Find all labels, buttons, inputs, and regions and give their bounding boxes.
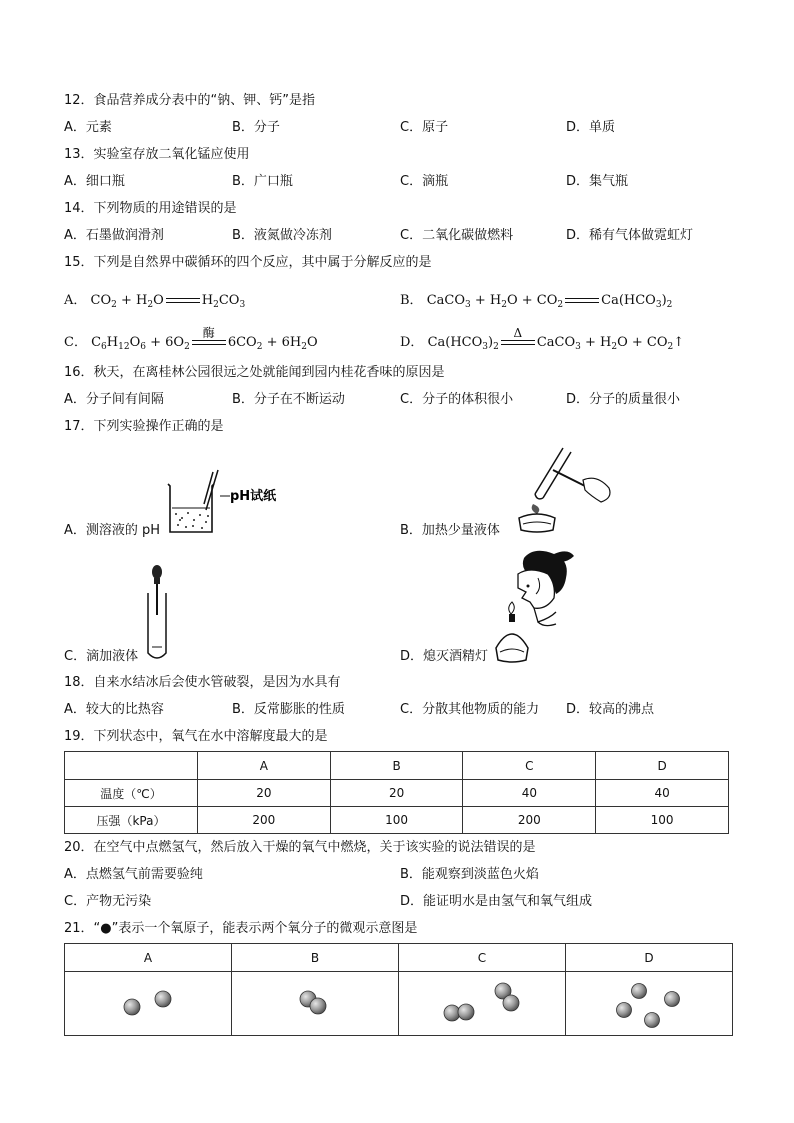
q16-option-a[interactable]: A．分子间有间隔 bbox=[64, 392, 164, 407]
q19-table bbox=[64, 751, 729, 834]
q13-option-a[interactable]: A．细口瓶 bbox=[64, 174, 125, 189]
equals-sign bbox=[166, 296, 200, 306]
q20-option-c[interactable]: C．产物无污染 bbox=[64, 894, 152, 909]
q18-option-a[interactable]: A．较大的比热容 bbox=[64, 702, 164, 717]
q12-stem: 12．食品营养成分表中的“钠、钾、钙”是指 bbox=[64, 93, 316, 108]
q16-stem: 16．秋天，在离桂林公园很远之处就能闻到园内桂花香味的原因是 bbox=[64, 365, 445, 380]
q12-option-d[interactable]: D．单质 bbox=[566, 120, 616, 135]
q21-diagram-d[interactable] bbox=[566, 972, 733, 1036]
q14-option-b[interactable]: B．液氮做冷冻剂 bbox=[232, 228, 332, 243]
q19-stem: 19．下列状态中，氧气在水中溶解度最大的是 bbox=[64, 729, 328, 744]
q15-c-label: C． bbox=[64, 335, 87, 350]
table-header[interactable]: D bbox=[566, 944, 733, 972]
q14-stem: 14．下列物质的用途错误的是 bbox=[64, 201, 237, 216]
q17-stem: 17．下列实验操作正确的是 bbox=[64, 419, 224, 434]
one-molecule-diagram bbox=[232, 972, 398, 1032]
table-header[interactable]: D bbox=[596, 752, 729, 780]
table-cell: 200 bbox=[463, 807, 596, 834]
table-row bbox=[65, 807, 729, 834]
q12-option-a[interactable]: A．元素 bbox=[64, 120, 112, 135]
q15-option-a[interactable]: A． $CO_2 + H_2O$ $H_2CO_3$ bbox=[64, 293, 246, 310]
q13-option-d[interactable]: D．集气瓶 bbox=[566, 174, 629, 189]
q21-diagram-a[interactable] bbox=[65, 972, 232, 1036]
table-header[interactable]: A bbox=[198, 752, 331, 780]
table-header[interactable]: B bbox=[330, 752, 463, 780]
q14-option-a[interactable]: A．石墨做润滑剂 bbox=[64, 228, 164, 243]
ph-paper-label: pH试纸 bbox=[230, 489, 277, 504]
q18-option-b[interactable]: B．反常膨胀的性质 bbox=[232, 702, 345, 717]
equals-sign bbox=[565, 296, 599, 306]
table-header[interactable]: B bbox=[232, 944, 399, 972]
q21-diagram-b[interactable] bbox=[232, 972, 399, 1036]
table-cell: 100 bbox=[330, 807, 463, 834]
q20-option-d[interactable]: D．能证明水是由氢气和氧气组成 bbox=[400, 894, 593, 909]
q20-option-b[interactable]: B．能观察到淡蓝色火焰 bbox=[400, 867, 539, 882]
heating-liquid-figure bbox=[505, 444, 620, 536]
q21-table bbox=[64, 943, 733, 1036]
two-molecules-diagram bbox=[399, 972, 565, 1032]
q15-a-label: A． bbox=[64, 293, 87, 308]
table-cell: 40 bbox=[463, 780, 596, 807]
table-header[interactable]: C bbox=[399, 944, 566, 972]
q12-option-b[interactable]: B．分子 bbox=[232, 120, 280, 135]
q21-stem: 21．“●”表示一个氧原子，能表示两个氧分子的微观示意图是 bbox=[64, 921, 418, 936]
table-row bbox=[65, 780, 729, 807]
q14-option-d[interactable]: D．稀有气体做霓虹灯 bbox=[566, 228, 694, 243]
q15-option-b[interactable]: B． CaCO$_3$ + $H_2O + CO_2$ $Ca(HCO_3)_2$ bbox=[400, 293, 673, 310]
table-cell: 20 bbox=[198, 780, 331, 807]
q15-d-label: D． bbox=[400, 335, 424, 350]
extinguish-lamp-figure bbox=[494, 548, 580, 666]
table-header[interactable]: A bbox=[65, 944, 232, 972]
heat-condition: Δ bbox=[513, 325, 523, 340]
q15-stem: 15．下列是自然界中碳循环的四个反应，其中属于分解反应的是 bbox=[64, 255, 432, 270]
two-separate-atoms-diagram bbox=[65, 972, 231, 1032]
q18-stem: 18．自来水结冰后会使水管破裂，是因为水具有 bbox=[64, 675, 341, 690]
q17-option-d[interactable]: D．熄灭酒精灯 bbox=[400, 649, 489, 664]
four-separate-atoms-diagram bbox=[566, 972, 732, 1032]
table-cell: 200 bbox=[198, 807, 331, 834]
q16-option-d[interactable]: D．分子的质量很小 bbox=[566, 392, 681, 407]
q17-option-a[interactable]: A．测溶液的 pH bbox=[64, 523, 161, 538]
q20-option-a[interactable]: A．点燃氢气前需要验纯 bbox=[64, 867, 203, 882]
equals-sign bbox=[192, 325, 226, 348]
q20-stem: 20．在空气中点燃氢气，然后放入干燥的氧气中燃烧，关于该实验的说法错误的是 bbox=[64, 840, 536, 855]
table-cell: 温度（℃） bbox=[65, 780, 198, 807]
q13-stem: 13．实验室存放二氧化锰应使用 bbox=[64, 147, 250, 162]
table-cell: 压强（kPa） bbox=[65, 807, 198, 834]
table-cell: 100 bbox=[596, 807, 729, 834]
q16-option-c[interactable]: C．分子的体积很小 bbox=[400, 392, 514, 407]
q17-option-b[interactable]: B．加热少量液体 bbox=[400, 523, 500, 538]
q15-option-c[interactable]: C． $C_6H_{12}O_6 + 6O_2$ 酶 $6CO_2 + 6H_2O$ bbox=[64, 325, 318, 352]
table-header bbox=[65, 752, 198, 780]
q18-option-d[interactable]: D．较高的沸点 bbox=[566, 702, 655, 717]
equals-sign bbox=[501, 325, 535, 348]
beaker-ph-test-figure bbox=[160, 468, 300, 538]
q14-option-c[interactable]: C．二氧化碳做燃料 bbox=[400, 228, 514, 243]
q13-option-c[interactable]: C．滴瓶 bbox=[400, 174, 449, 189]
q15-option-d[interactable]: D． $Ca(HCO_3)_2$ Δ CaCO$_3$ + $H_2O$ + $CO_2↑$ bbox=[400, 325, 685, 352]
q12-option-c[interactable]: C．原子 bbox=[400, 120, 449, 135]
table-cell: 40 bbox=[596, 780, 729, 807]
q21-diagram-c[interactable] bbox=[399, 972, 566, 1036]
table-header[interactable]: C bbox=[463, 752, 596, 780]
q18-option-c[interactable]: C．分散其他物质的能力 bbox=[400, 702, 540, 717]
q15-b-label: B． bbox=[400, 293, 423, 308]
q16-option-b[interactable]: B．分子在不断运动 bbox=[232, 392, 345, 407]
q17-option-c[interactable]: C．滴加液体 bbox=[64, 649, 139, 664]
enzyme-condition: 酶 bbox=[202, 325, 215, 340]
table-cell: 20 bbox=[330, 780, 463, 807]
dropper-figure bbox=[140, 563, 174, 663]
q13-option-b[interactable]: B．广口瓶 bbox=[232, 174, 293, 189]
